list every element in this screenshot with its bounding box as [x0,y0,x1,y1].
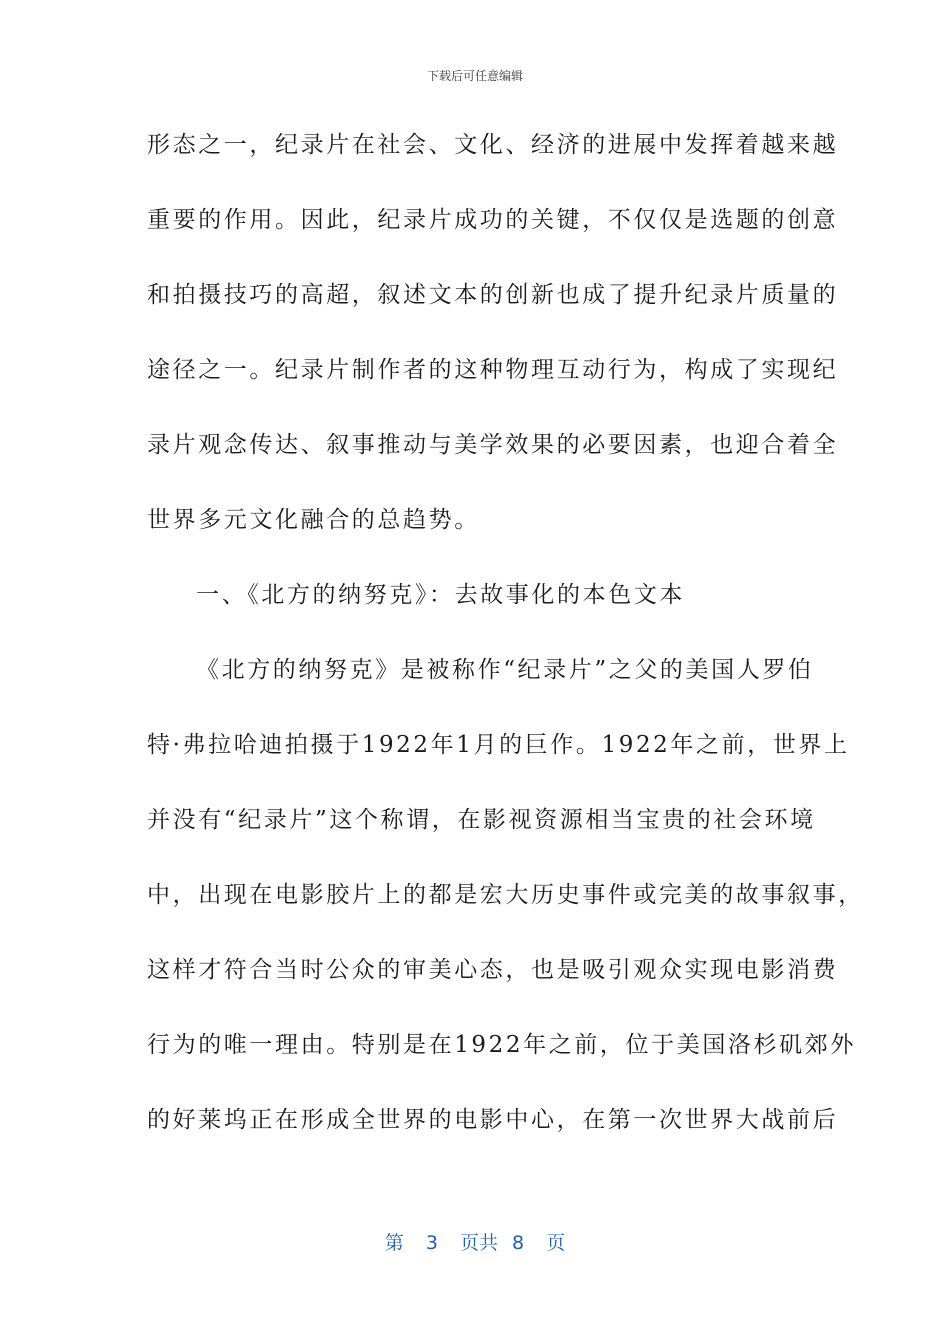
body-line: 世界多元文化融合的总趋势。 [147,507,480,533]
body-line: 重要的作用。因此，纪录片成功的关键，不仅仅是选题的创意 [147,207,839,233]
body-line: 途径之一。纪录片制作者的这种物理互动行为，构成了实现纪 [147,357,839,383]
body-line: 行为的唯一理由。特别是在1922年之前，位于美国洛杉矶郊外 [147,1032,856,1058]
body-line: 录片观念传达、叙事推动与美学效果的必要因素，也迎合着全 [147,432,839,458]
footer-page-number: 3 [425,1232,438,1254]
body-line: 并没有“纪录片”这个称谓，在影视资源相当宝贵的社会环境 [147,807,816,833]
footer-prefix: 第 [384,1232,404,1254]
page-footer [0,1228,950,1255]
section-heading: 一、《北方的纳努克》：去故事化的本色文本 [196,582,685,608]
body-line: 特·弗拉哈迪拍摄于1922年1月的巨作。1922年之前，世界上 [147,732,850,758]
footer-middle: 页共 [459,1232,498,1254]
footer-total-pages: 8 [512,1232,525,1254]
page-header: 下载后可任意编辑 [426,69,523,83]
body-line: 这样才符合当时公众的审美心态，也是吸引观众实现电影消费 [147,957,839,983]
body-line: 《北方的纳努克》是被称作“纪录片”之父的美国人罗伯 [196,657,814,683]
body-line: 中，出现在电影胶片上的都是宏大历史事件或完美的故事叙事， [147,882,864,908]
body-line: 形态之一，纪录片在社会、文化、经济的进展中发挥着越来越 [147,132,839,158]
footer-suffix: 页 [546,1232,566,1254]
body-line: 和拍摄技巧的高超，叙述文本的创新也成了提升纪录片质量的 [147,282,839,308]
body-line: 的好莱坞正在形成全世界的电影中心，在第一次世界大战前后 [147,1107,839,1133]
